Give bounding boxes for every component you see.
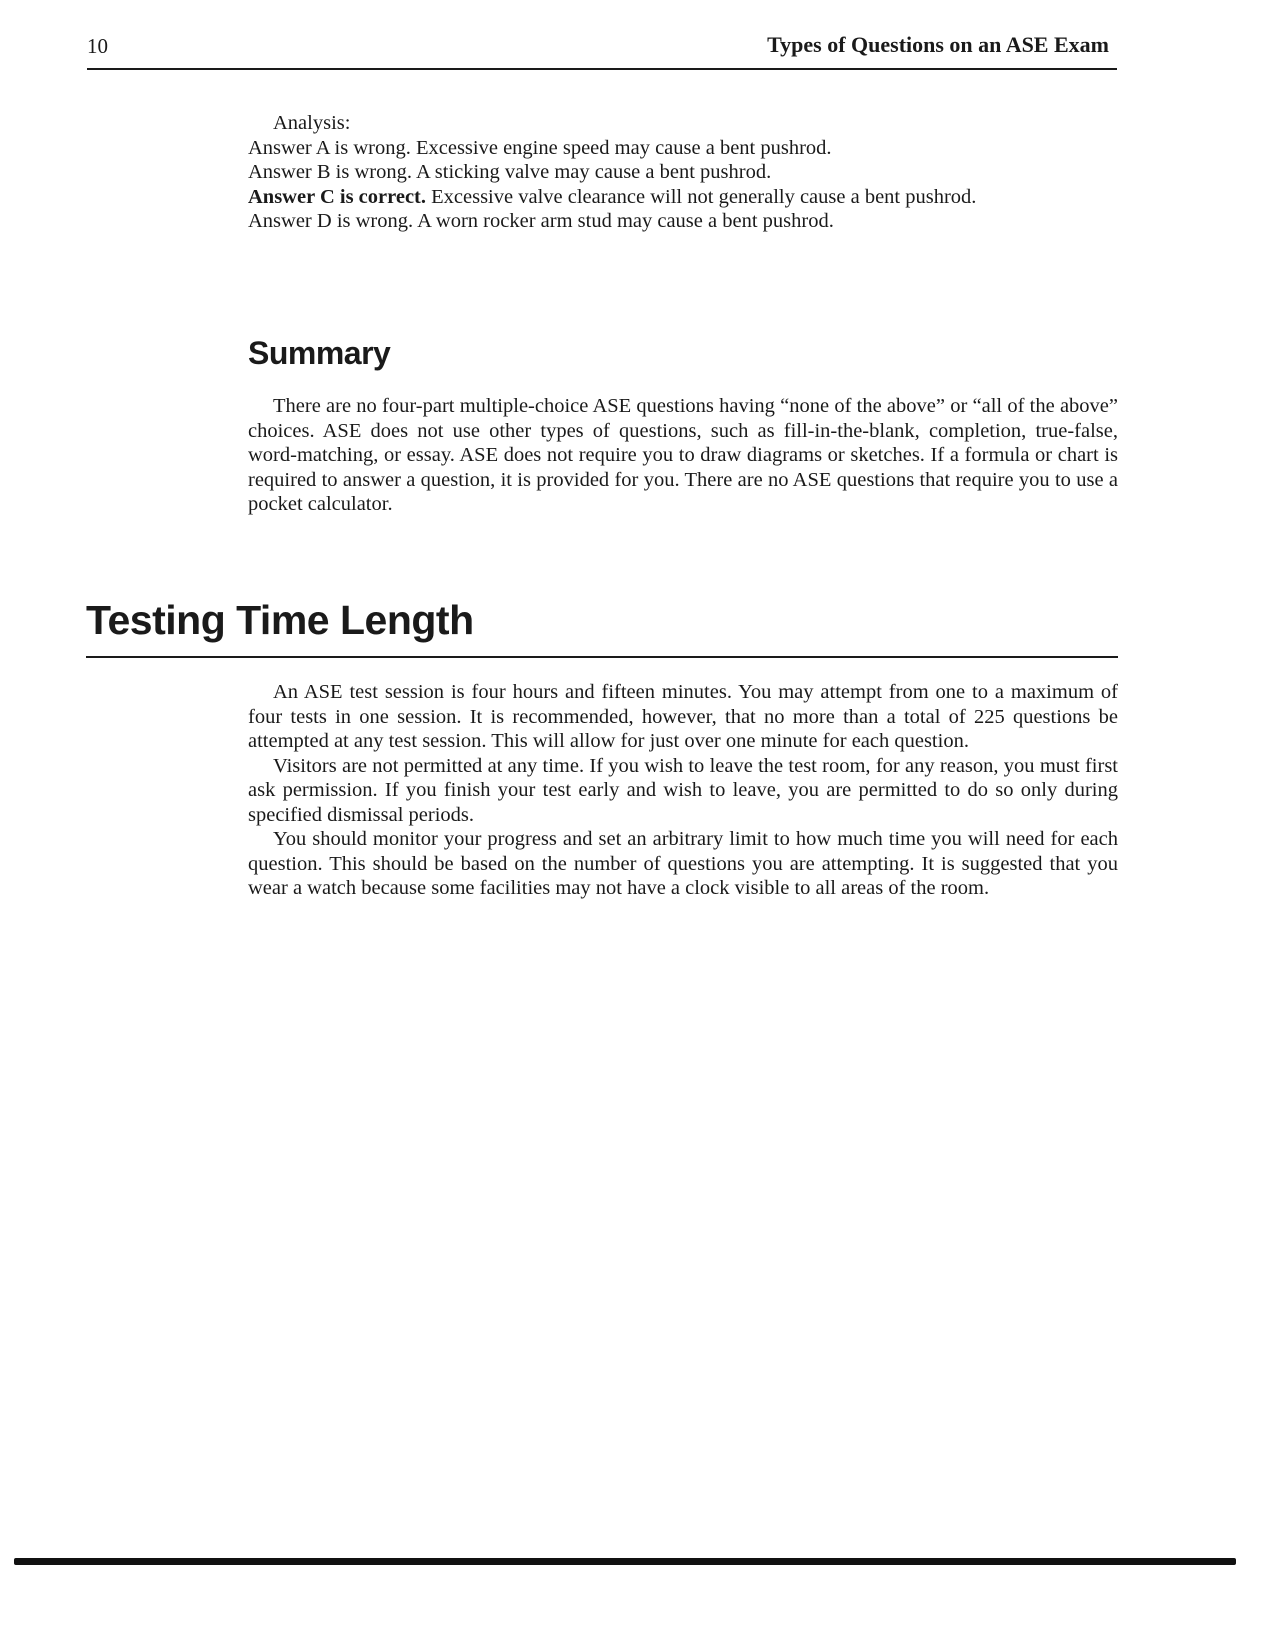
answer-a-line: Answer A is wrong. Excessive engine speed may cause a bent pushrod. (248, 136, 832, 159)
answer-c-verdict: Answer C is correct. (248, 185, 426, 208)
testing-paragraph: You should monitor your progress and set an arbitrary limit to how much time you will need for each question. This should be based on the number of questions you are attempting. It is suggested that you wear a watch because some facilities may not have a clock visible to all areas of the room. (248, 828, 1118, 899)
page-header (87, 30, 1117, 70)
bottom-rule (14, 1558, 1236, 1565)
testing-time-body (248, 680, 1118, 901)
page-number: 10 (87, 34, 108, 58)
testing-paragraph: An ASE test session is four hours and fifteen minutes. You may attempt from one to a maximum of four tests in one session. It is recommended, however, that no more than a total of 225 questions be attempted at any test session. This will allow for just over one minute for each question. (248, 681, 1118, 752)
running-head: Types of Questions on an ASE Exam (767, 32, 1109, 57)
answer-c-explanation: Excessive valve clearance will not generally cause a bent pushrod. (426, 185, 977, 208)
testing-time-heading: Testing Time Length (86, 600, 1118, 658)
summary-heading: Summary (248, 335, 391, 371)
answer-c-line (248, 185, 1068, 210)
analysis-block (248, 111, 1068, 234)
testing-paragraph: Visitors are not permitted at any time. If you wish to leave the test room, for any reason, you must first ask permission. If you finish your test early and wish to leave, you are permitted to do so only during specified dismissal periods. (248, 754, 1118, 826)
summary-paragraph: There are no four-part multiple-choice ASE questions having “none of the above” or “all of the above” choices. ASE does not use other types of questions, such as fill-in-the-blank, completion, true-false, word-matching, or essay. ASE does not require you to draw diagrams or sketches. If a formula or chart is required to answer a question, it is provided for you. There are no ASE questions that require you to use a pocket calculator. (248, 395, 1118, 515)
analysis-heading: Analysis: (273, 112, 351, 134)
answer-b-line: Answer B is wrong. A sticking valve may cause a bent pushrod. (248, 161, 772, 183)
answer-d-line: Answer D is wrong. A worn rocker arm stud may cause a bent pushrod. (248, 210, 834, 232)
